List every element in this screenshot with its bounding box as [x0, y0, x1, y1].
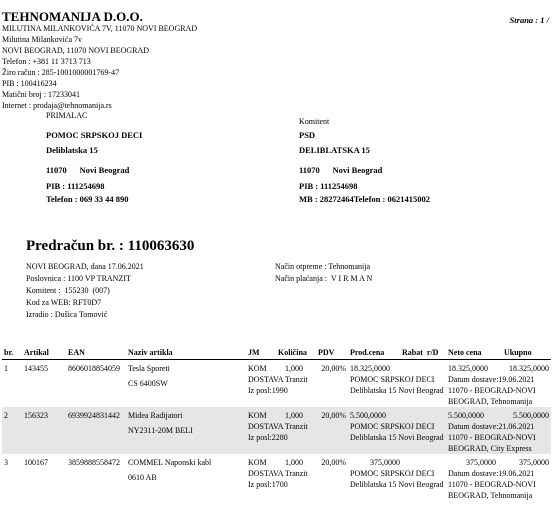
document-title: Predračun br. : 110063630 [26, 238, 195, 254]
header-neto-cena: Neto cena [446, 347, 502, 359]
header-rabat: Rabat r/D [400, 347, 446, 359]
row-naziv-line1: COMMEL Naponski kabl [128, 457, 212, 467]
row-prod-cena: 375,0000 [370, 457, 400, 467]
shipping-method: Način otpreme : Tehnomanija [275, 262, 371, 271]
row-kolicina: 1,000 [285, 410, 303, 420]
row-naziv [126, 407, 246, 454]
row-kupac-adresa: Deliblatska 15 Novi Beograd [350, 432, 444, 442]
row-kupac-adresa: Deliblatska 15 Novi Beograd [350, 479, 444, 489]
row-pdv: 20,00% [321, 410, 346, 420]
company-phone-line: Telefon : +381 11 3713 713 [2, 57, 91, 66]
row-naziv-line1: Midea Radijatori [128, 410, 183, 420]
table-header-row [2, 347, 551, 359]
header-artikal: Artikal [22, 347, 66, 359]
row-ukupno: 375,0000 [519, 457, 549, 467]
komitent-street: DELIBLATSKA 15 [299, 145, 370, 155]
row-datum-dostave: Datum dostave:19.06.2021 [448, 468, 535, 478]
row-total-block [446, 359, 551, 407]
row-pdv: 20,00% [321, 363, 346, 373]
row-number: 1 [4, 363, 8, 373]
header-ukupno: Ukupno [502, 347, 551, 359]
row-number: 2 [2, 407, 22, 454]
company-mb-line: Matični broj : 17233041 [2, 90, 80, 99]
row-details [246, 407, 348, 454]
row-pdv: 20,00% [321, 457, 346, 467]
row-kupac: POMOC SRPSKOJ DECI [350, 468, 435, 478]
komitent-mb-phone: MB : 28272464Telefon : 0621415002 [299, 194, 430, 204]
recipient-street: Deliblatska 15 [46, 145, 98, 155]
komitent-pib: PIB : 111254698 [299, 181, 358, 191]
company-street-line: Milutina Milankovića 7v [2, 35, 82, 44]
row-neto: 18.325,0000 [448, 363, 488, 373]
recipient-pib: PIB : 111254698 [46, 181, 105, 191]
row-posl: Iz posl:2280 [248, 432, 288, 442]
row-ean: 8606018854059 [68, 363, 120, 373]
row-jm: KOM [248, 363, 267, 373]
company-name: TEHNOMANIJA D.O.O. [2, 9, 143, 24]
header-br: br. [2, 347, 22, 359]
row-datum-dostave: Datum dostave:19.06.2021 [448, 374, 535, 384]
document-author: Izradio : Dušica Tomović [26, 310, 108, 319]
document-komitent: Komitent : 155230 (007) [26, 286, 110, 295]
row-mesto-2: BEOGRAD, Tehnomanija [448, 490, 533, 500]
company-city-line: NOVI BEOGRAD, 11070 NOVI BEOGRAD [2, 46, 150, 55]
row-naziv [126, 359, 246, 407]
row-neto: 375,0000 [466, 457, 496, 467]
document-web-code: Kod za WEB: RFT0D7 [26, 298, 102, 307]
row-dostava: DOSTAVA Tranzit [248, 468, 308, 478]
recipient-name: POMOC SRPSKOJ DECI [46, 130, 143, 140]
row-artikal: 143455 [24, 363, 48, 373]
row-artikal: 156323 [22, 407, 66, 454]
row-jm: KOM [248, 410, 267, 420]
row-naziv [126, 454, 246, 501]
table-row [2, 407, 551, 454]
row-ean: 3859888558472 [68, 457, 120, 467]
recipient-phone: Telefon : 069 33 44 890 [46, 194, 129, 204]
row-ukupno: 5.500,0000 [513, 410, 549, 420]
document-branch: Poslovnica : 1100 VP TRANZIT [26, 274, 131, 283]
row-neto: 5.500,0000 [448, 410, 484, 420]
row-dostava: DOSTAVA Tranzit [248, 421, 308, 431]
recipient-city: 11070 Novi Beograd [46, 165, 130, 175]
row-price-block [348, 454, 446, 501]
row-ukupno: 18.325,0000 [509, 363, 549, 373]
row-total-block [446, 454, 551, 501]
payment-method: Način plaćanja : V I R M A N [275, 274, 373, 283]
header-ean: EAN [66, 347, 126, 359]
row-naziv-line2: CS 6400SW [128, 378, 168, 388]
komitent-label: Komitent [299, 117, 330, 126]
company-pib-line: PIB : 100416234 [2, 79, 57, 88]
row-kolicina: 1,000 [285, 457, 303, 467]
row-kupac: POMOC SRPSKOJ DECI [350, 421, 435, 431]
table-row [2, 359, 551, 407]
row-mesto: 11070 - BEOGRAD-NOVI [448, 479, 536, 489]
header-kolicina: Količina [276, 347, 316, 359]
page-number: Strana : 1 / [509, 15, 549, 25]
header-naziv: Naziv artikla [126, 347, 246, 359]
row-price-block [348, 407, 446, 454]
row-kupac: POMOC SRPSKOJ DECI [350, 374, 435, 384]
items-table [2, 347, 551, 501]
table-row [2, 454, 551, 501]
row-price-block [348, 359, 446, 407]
row-naziv-line1: Tesla Sporeti [128, 363, 170, 373]
company-address-line: MILUTINA MILANKOVIĆA 7V, 11070 NOVI BEOGRAD [2, 24, 198, 33]
row-prod-cena: 18.325,0000 [350, 363, 390, 373]
row-mesto: 11070 - BEOGRAD-NOVI [448, 385, 536, 395]
row-mesto-2: BEOGRAD, Tehnomanija [448, 396, 533, 406]
komitent-name: PSD [299, 130, 316, 140]
row-total-block [446, 407, 551, 454]
row-datum-dostave: Datum dostave:21.06.2021 [448, 421, 535, 431]
row-artikal: 100167 [24, 457, 48, 467]
recipient-label: PRIMALAC [46, 111, 88, 120]
row-dostava: DOSTAVA Tranzit [248, 374, 308, 384]
row-naziv-line2: NY2311-20M BELI [128, 425, 193, 435]
row-ean: 6939924831442 [66, 407, 126, 454]
row-mesto: 11070 - BEOGRAD-NOVI [448, 432, 536, 442]
row-mesto-2: BEOGRAD, City Express [448, 443, 532, 453]
row-details [246, 359, 348, 407]
row-details [246, 454, 348, 501]
row-kolicina: 1,000 [285, 363, 303, 373]
header-prod-cena: Prod.cena [348, 347, 400, 359]
row-naziv-line2: 0610 AB [128, 472, 157, 482]
header-jm: JM [246, 347, 276, 359]
company-account-line: Žiro račun : 285-1001000001769-47 [2, 68, 120, 77]
header-pdv: PDV [316, 347, 348, 359]
row-posl: Iz posl:1990 [248, 385, 288, 395]
row-prod-cena: 5.500,0000 [350, 410, 386, 420]
komitent-city: 11070 Novi Beograd [299, 165, 383, 175]
row-kupac-adresa: Deliblatska 15 Novi Beograd [350, 385, 444, 395]
row-posl: Iz posl:1700 [248, 479, 288, 489]
document-date: NOVI BEOGRAD, dana 17.06.2021 [26, 262, 144, 271]
company-internet-line: Internet : prodaja@tehnomanija.rs [2, 101, 112, 110]
row-number: 3 [4, 457, 8, 467]
row-jm: KOM [248, 457, 267, 467]
